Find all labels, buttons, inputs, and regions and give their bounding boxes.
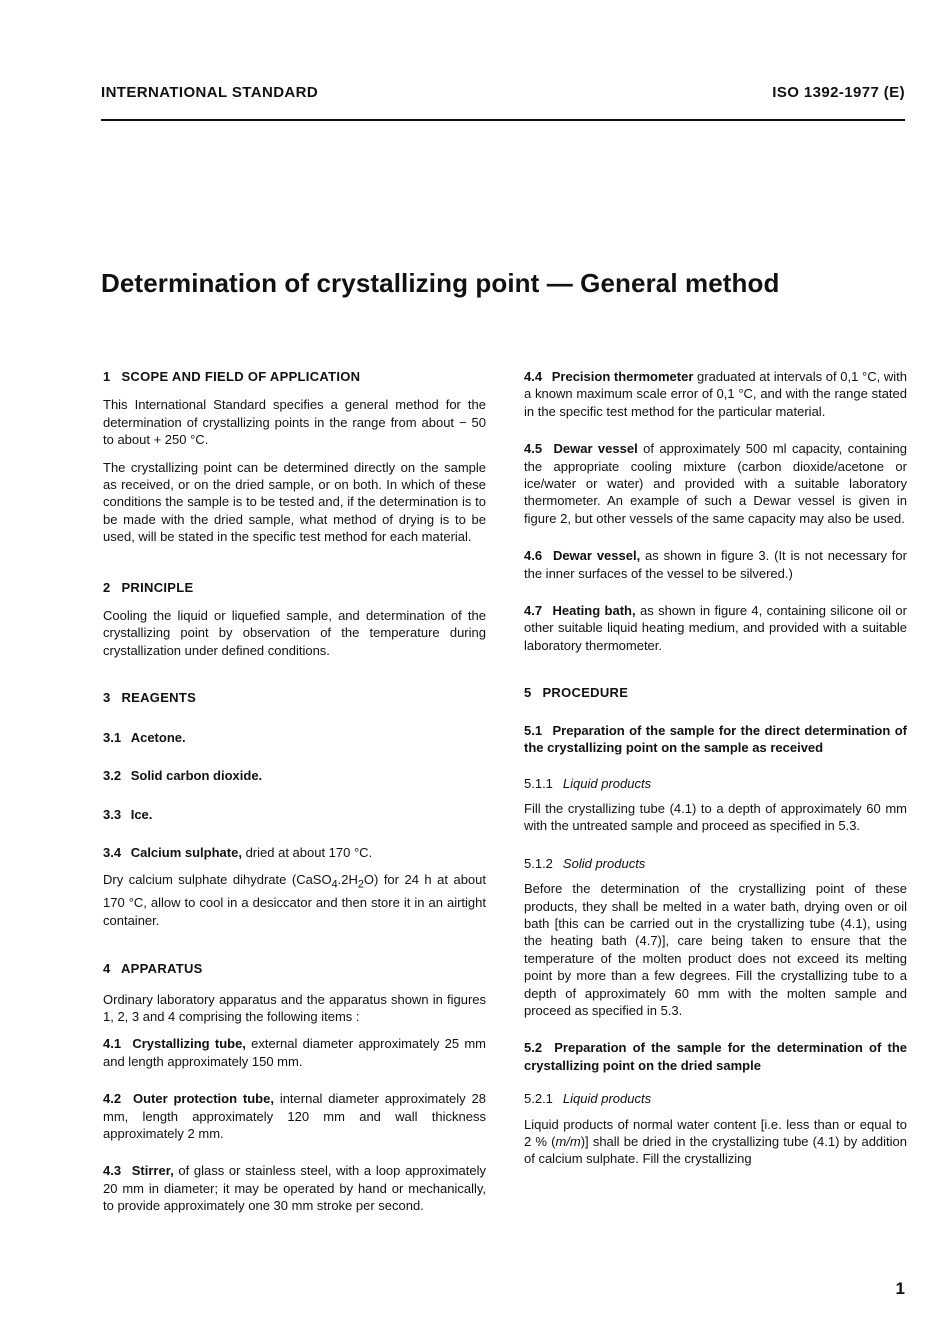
item-4-6	[524, 547, 907, 582]
text-run: .2H	[337, 872, 358, 888]
section-1-paragraph-2: The crystallizing point can be determined directly on the sample as received, or on the dried sample, or on both. In which of these conditions the sample is to be tested and, if the determination is to be made with the dried sample, what method of drying is to be used, will be stated in the specific test method for each material.	[103, 459, 486, 545]
section-number: 2	[103, 579, 111, 595]
item-text: dried at about 170 °C.	[241, 844, 373, 860]
item-4-3	[103, 1162, 486, 1214]
item-number: 3.4	[103, 844, 122, 860]
item-label: Dewar vessel,	[552, 548, 641, 564]
item-text: as shown in figure 4, containing silicone oil or other suitable liquid heating medium, and provided with a suitable laboratory thermometer.	[524, 603, 907, 653]
subsection-5-2-1-heading	[524, 1090, 907, 1107]
header-rule	[101, 119, 905, 121]
section-1-heading	[103, 368, 486, 385]
subsection-number: 5.1.2	[524, 855, 553, 871]
right-column	[524, 368, 907, 1178]
section-number: 3	[103, 690, 111, 706]
header-document-number: ISO 1392-1977 (E)	[772, 84, 905, 101]
item-label: Heating bath,	[552, 603, 636, 619]
text-run: O) for 24 h at about 170 °C, allow to cool in a desiccator and then store it in an airtight container.	[103, 872, 486, 928]
section-title: SCOPE AND FIELD OF APPLICATION	[121, 369, 361, 384]
item-label: Ice.	[130, 806, 153, 822]
subsection-title: Liquid products	[562, 775, 652, 791]
item-4-2	[103, 1090, 486, 1142]
item-number: 3.1	[103, 729, 122, 745]
section-title: PROCEDURE	[542, 685, 629, 701]
item-3-3	[103, 806, 486, 823]
item-number: 4.3	[103, 1163, 122, 1179]
item-number: 4.4	[524, 369, 543, 384]
section-number: 1	[103, 369, 111, 384]
item-text: graduated at intervals of 0,1 °C, with a known maximum scale error of 0,1 °C, and with the range stated in the specific test method for the particular material.	[524, 369, 907, 419]
subsection-title: Solid products	[562, 855, 646, 871]
item-label: Outer protection tube,	[132, 1091, 274, 1107]
subsection-5-1-heading	[524, 722, 907, 757]
item-number: 3.3	[103, 806, 122, 822]
item-4-5	[524, 440, 907, 527]
item-3-2	[103, 767, 486, 784]
subsection-number: 5.1.1	[524, 775, 553, 791]
section-number: 4	[103, 961, 111, 977]
item-text: of glass or stainless steel, with a loop approximately 20 mm in diameter; it may be operated by hand or mechanically, to provide approximately one 30 mm stroke per second.	[103, 1163, 486, 1214]
item-text: of approximately 500 ml capacity, containing the appropriate cooling mixture (carbon dioxide/acetone or ice/water or water) and provided with a suitable laboratory thermometer. An example of such a Dewar vessel is given in figure 2, but other vessels of the same capacity may also be used.	[524, 441, 907, 526]
document-title: Determination of crystallizing point — General method	[101, 268, 780, 298]
subsection-title: Preparation of the sample for the determination of the crystallizing point on the dried sample	[524, 1040, 907, 1073]
item-3-1	[103, 729, 486, 746]
subsection-title: Preparation of the sample for the direct determination of the crystallizing point on the sample as received	[524, 722, 907, 756]
text-run: )] shall be dried in the crystallizing tube (4.1) by addition of calcium sulphate. Fill the crystallizing	[524, 1134, 907, 1167]
item-number: 4.1	[103, 1036, 122, 1052]
subsection-number: 5.2	[524, 1040, 543, 1056]
item-text: external diameter approximately 25 mm and length approximately 150 mm.	[103, 1036, 486, 1069]
item-3-4	[103, 844, 486, 861]
subsection-5-1-1-heading	[524, 775, 907, 792]
section-2-paragraph-1: Cooling the liquid or liquefied sample, and determination of the crystallizing point by observation of the temperature during crystallization under defined conditions.	[103, 608, 486, 658]
section-title: PRINCIPLE	[121, 579, 194, 595]
item-text: as shown in figure 3. (It is not necessary for the inner surfaces of the vessel to be silvered.)	[524, 548, 907, 581]
item-label: Dewar vessel	[553, 441, 638, 457]
subscript: 4	[331, 878, 338, 891]
section-4-paragraph-1: Ordinary laboratory apparatus and the apparatus shown in figures 1, 2, 3 and 4 comprising the following items :	[103, 991, 486, 1024]
item-number: 4.5	[524, 441, 543, 457]
section-1-paragraph-1: This International Standard specifies a general method for the determination of crystallizing points in the range from about − 50 to about + 250 °C.	[103, 397, 486, 448]
section-title: REAGENTS	[121, 690, 197, 706]
item-label: Calcium sulphate,	[130, 844, 242, 860]
item-label: Precision thermometer	[551, 369, 694, 384]
item-4-1	[103, 1035, 486, 1070]
subsection-number: 5.2.1	[524, 1091, 553, 1107]
section-title: APPARATUS	[120, 961, 203, 977]
subsection-5-1-2-paragraph: Before the determination of the crystallizing point of these products, they shall be melted in a water bath, drying oven or oil bath [this can be carried out in the crystallizing tube (4.1), using the heating bath (4.7)], care being taken to ensure that the temperature of the molten product does not exceed its melting point by more than a few degrees. Fill the crystallizing tube to a depth of approximately 60 mm with the molten sample and proceed as specified in 5.3.	[524, 881, 907, 1018]
section-4-heading	[103, 960, 486, 977]
item-text: internal diameter approximately 28 mm, length approximately 120 mm and wall thickness approximately 2 mm.	[103, 1091, 486, 1141]
header-standard-label: INTERNATIONAL STANDARD	[101, 84, 319, 101]
subsection-5-2-heading	[524, 1039, 907, 1074]
item-4-7	[524, 602, 907, 654]
page-number: 1	[895, 1279, 905, 1298]
section-3-heading	[103, 689, 486, 706]
text-run: Liquid products of normal water content [i.e. less than or equal to 2 % (	[524, 1116, 907, 1149]
subsection-title: Liquid products	[562, 1091, 652, 1107]
section-number: 5	[524, 685, 532, 701]
item-label: Solid carbon dioxide.	[130, 768, 263, 784]
section-2-heading	[103, 579, 486, 596]
subscript: 2	[357, 878, 364, 891]
subsection-number: 5.1	[524, 722, 543, 738]
item-number: 4.6	[524, 548, 543, 564]
text-run-italic: m/m	[555, 1134, 581, 1149]
subsection-5-1-1-paragraph: Fill the crystallizing tube (4.1) to a depth of approximately 60 mm with the untreated sample and proceed as specified in 5.3.	[524, 800, 907, 834]
left-column	[103, 368, 486, 1225]
subsection-5-2-1-paragraph	[524, 1116, 907, 1168]
item-4-4	[524, 368, 907, 420]
section-5-heading	[524, 684, 907, 701]
item-number: 4.2	[103, 1091, 122, 1107]
item-label: Acetone.	[130, 729, 186, 745]
text-run: Dry calcium sulphate dihydrate (CaSO	[103, 872, 332, 888]
item-label: Crystallizing tube,	[132, 1036, 246, 1052]
item-number: 4.7	[524, 603, 543, 619]
item-3-4-paragraph	[103, 871, 486, 929]
item-label: Stirrer,	[131, 1163, 174, 1179]
subsection-5-1-2-heading	[524, 855, 907, 872]
item-number: 3.2	[103, 768, 122, 784]
